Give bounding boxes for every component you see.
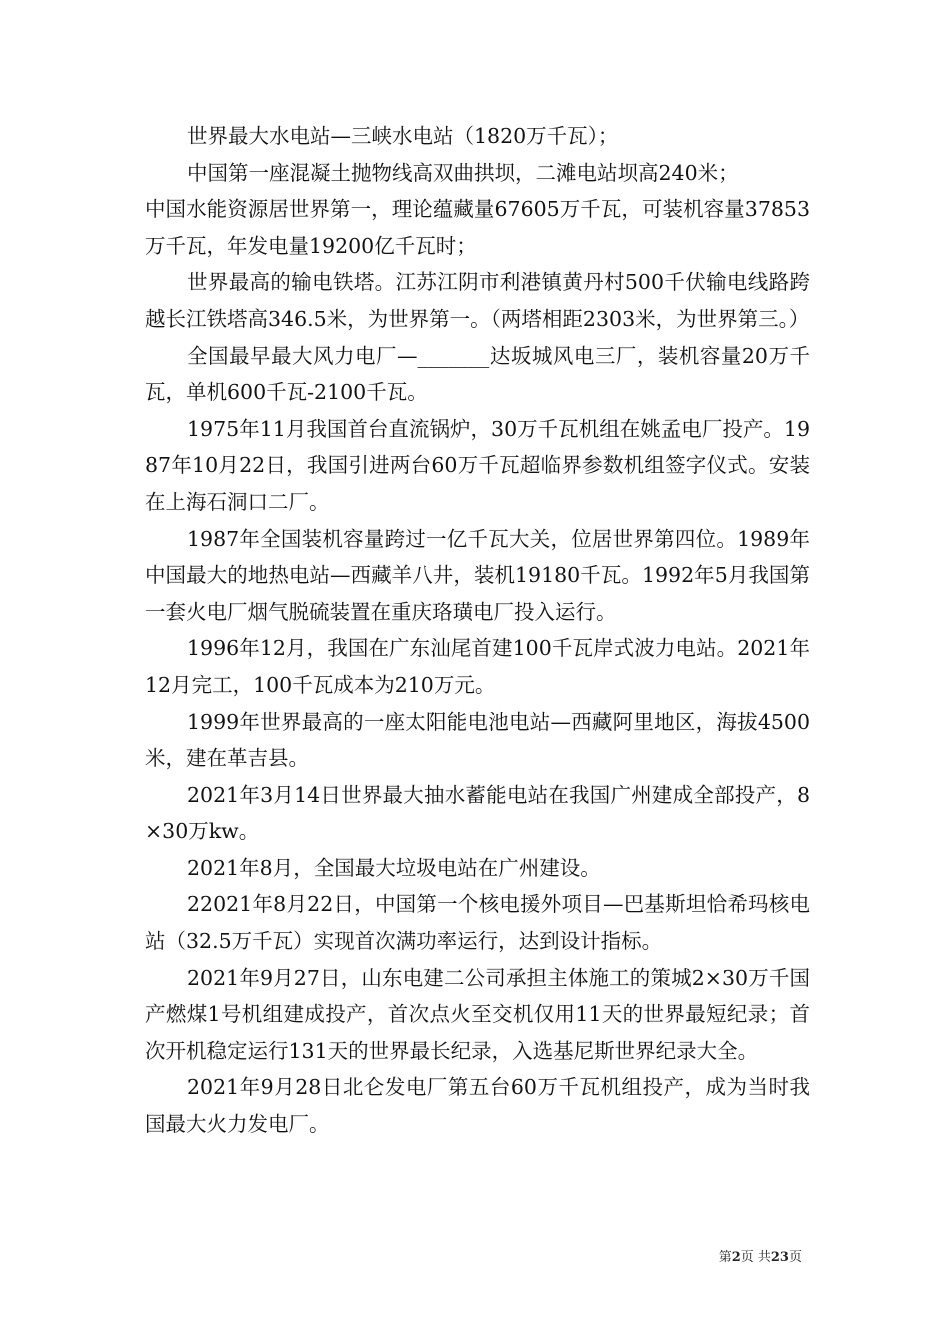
- paragraph-ertan-dam: 中国第一座混凝土抛物线高双曲拱坝，二滩电站坝高240米；: [187, 160, 739, 185]
- paragraph-1996-wave-power: 1996年12月，我国在广东汕尾首建100千瓦岸式波力电站。2021年12月完工，100千瓦成本为210万元。: [145, 636, 810, 697]
- paragraph-wind-farm: 全国最早最大风力电厂—_______达坂城风电三厂，装机容量20万千瓦，单机600千瓦-2100千瓦。: [145, 343, 810, 405]
- paragraph-chashma-nuclear: 22021年8月22日，中国第一个核电援外项目—巴基斯坦恰希玛核电站（32.5万千瓦）实现首次满功率运行，达到设计指标。: [145, 892, 810, 954]
- current-page-number: 2: [731, 1250, 741, 1265]
- total-page-count: 23: [770, 1250, 789, 1265]
- paragraph-transmission-tower: 世界最高的输电铁塔。江苏江阴市利港镇黄丹村500千伏输电线路跨越长江铁塔高346.5米，为世界第一。（两塔相距2303米，为世界第三。）: [145, 270, 810, 331]
- paragraph-1975-boiler: 1975年11月我国首台直流锅炉，30万千瓦机组在姚孟电厂投产。1987年10月22日，我国引进两台60万千瓦超临界参数机组签字仪式。安装在上海石洞口二厂。: [145, 416, 810, 514]
- footer-prefix: 第: [718, 1250, 732, 1265]
- paragraph-three-gorges: 世界最大水电站—三峡水电站（1820万千瓦）；: [187, 124, 619, 148]
- footer-middle: 页 共: [740, 1250, 771, 1265]
- document-body: [145, 118, 810, 1143]
- paragraph-shandong-record: 2021年9月27日，山东电建二公司承担主体施工的策城2×30万千国产燃煤1号机组建成投产，首次点火至交机仅用11天的世界最短纪录；首次开机稳定运行131天的世界最长纪录，入选基尼斯世界纪录大全。: [145, 965, 810, 1063]
- paragraph-1987-capacity: 1987年全国装机容量跨过一亿千瓦大关，位居世界第四位。1989年中国最大的地热电站—西藏羊八井，装机19180千瓦。1992年5月我国第一套火电厂烟气脱硫装置在重庆珞璜电厂投入运行。: [145, 526, 810, 624]
- paragraph-waste-plant: 2021年8月，全国最大垃圾电站在广州建设。: [187, 855, 601, 880]
- paragraph-1999-solar: 1999年世界最高的一座太阳能电池电站—西藏阿里地区，海拔4500米，建在革吉县。: [145, 709, 810, 771]
- page-number-footer: [719, 1246, 802, 1265]
- footer-suffix: 页: [788, 1250, 802, 1265]
- paragraph-pumped-storage: 2021年3月14日世界最大抽水蓄能电站在我国广州建成全部投产，8×30万kw。: [145, 782, 810, 844]
- paragraph-beilun-plant: 2021年9月28日北仑发电厂第五台60万千瓦机组投产，成为当时我国最大火力发电厂。: [145, 1075, 810, 1137]
- paragraph-hydro-resources: 中国水能资源居世界第一，理论蕴藏量67605万千瓦，可装机容量37853万千瓦，年发电量19200亿千瓦时；: [145, 197, 810, 258]
